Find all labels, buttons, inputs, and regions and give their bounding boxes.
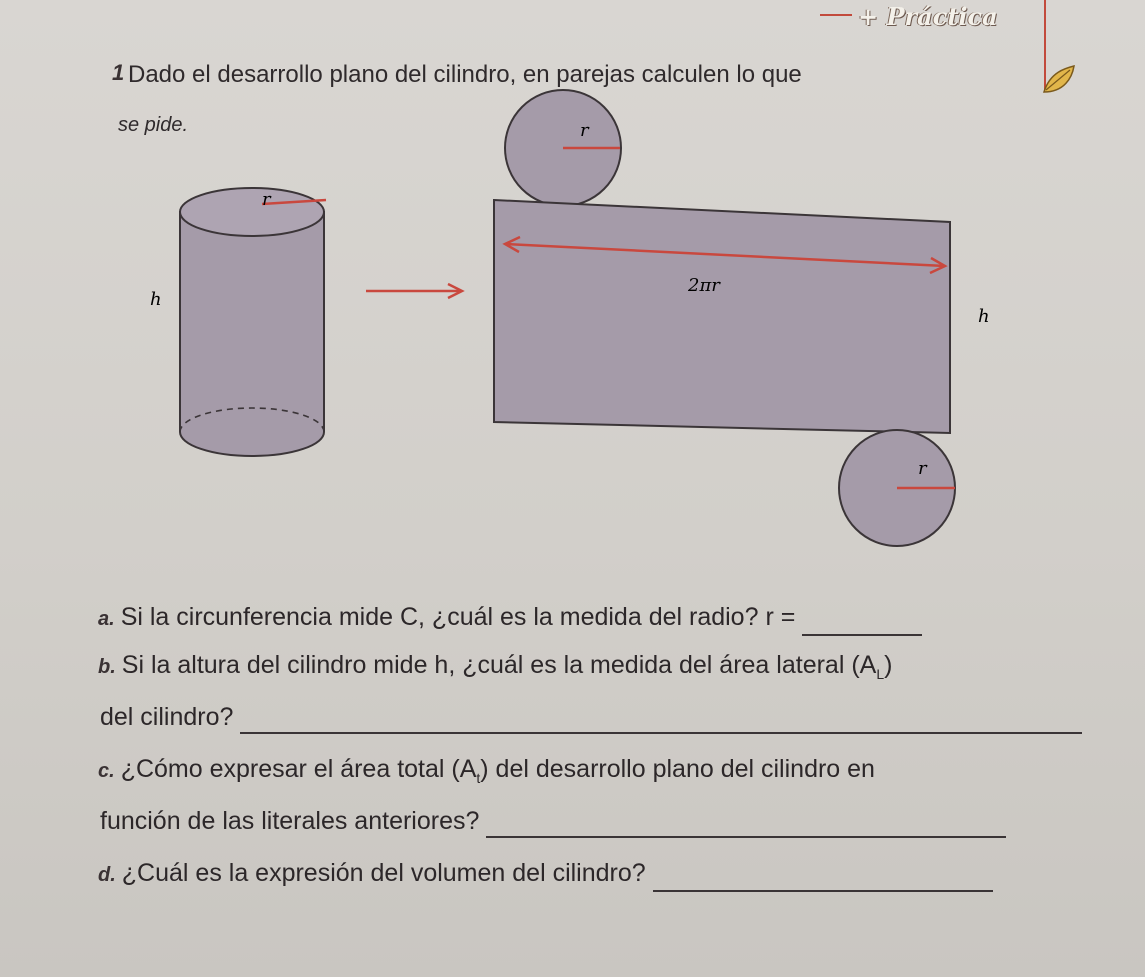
net-bottom-radius-label: r	[918, 458, 927, 479]
net-lateral-rectangle	[494, 200, 950, 433]
cylinder-radius-label: r	[262, 189, 271, 210]
question-b-letter: b.	[98, 656, 116, 678]
answer-d-blank[interactable]	[653, 864, 993, 892]
answer-b-blank[interactable]	[240, 706, 1082, 734]
question-b-text-line2: del cilindro?	[100, 703, 234, 731]
question-a-letter: a.	[98, 608, 115, 630]
exercise-intro-line2: se pide.	[118, 114, 189, 136]
question-b-text: Si la altura del cilindro mide h, ¿cuál es la medida del área lateral (A	[121, 651, 877, 679]
transform-arrow	[366, 284, 462, 298]
section-title: + Práctica	[858, 2, 998, 31]
answer-a-blank[interactable]	[802, 608, 922, 636]
question-b-subscript: L	[876, 666, 885, 682]
question-b-line2	[100, 700, 1082, 734]
question-c	[98, 752, 875, 795]
rect-height-label: h	[978, 306, 990, 327]
question-d-text: ¿Cuál es la expresión del volumen del cilindro?	[121, 859, 646, 887]
question-c-text-end: ) del desarrollo plano del cilindro en	[480, 755, 875, 783]
exercise-number: 1	[112, 60, 125, 85]
net-top-radius-label: r	[580, 120, 589, 141]
question-a-text: Si la circunferencia mide C, ¿cuál es la medida del radio? r =	[120, 603, 796, 631]
question-b	[98, 648, 892, 691]
answer-c-blank[interactable]	[486, 810, 1006, 838]
cylinder-height-label: h	[150, 289, 162, 310]
cylinder-body	[180, 212, 324, 456]
exercise-intro-line1: Dado el desarrollo plano del cilindro, en parejas calculen lo que	[128, 61, 802, 88]
question-c-subscript: t	[476, 770, 481, 786]
cylinder-top-ellipse	[180, 188, 324, 236]
question-c-text: ¿Cómo expresar el área total (A	[120, 755, 477, 783]
question-b-text-end: )	[884, 651, 893, 679]
question-a	[98, 600, 922, 636]
question-c-line2	[100, 804, 1006, 838]
question-c-text-line2: función de las literales anteriores?	[100, 807, 480, 835]
question-d	[98, 856, 993, 892]
rect-width-label: 2πr	[688, 275, 720, 296]
cylinder-figure	[180, 188, 326, 456]
question-d-letter: d.	[98, 864, 116, 886]
question-c-letter: c.	[98, 760, 115, 782]
